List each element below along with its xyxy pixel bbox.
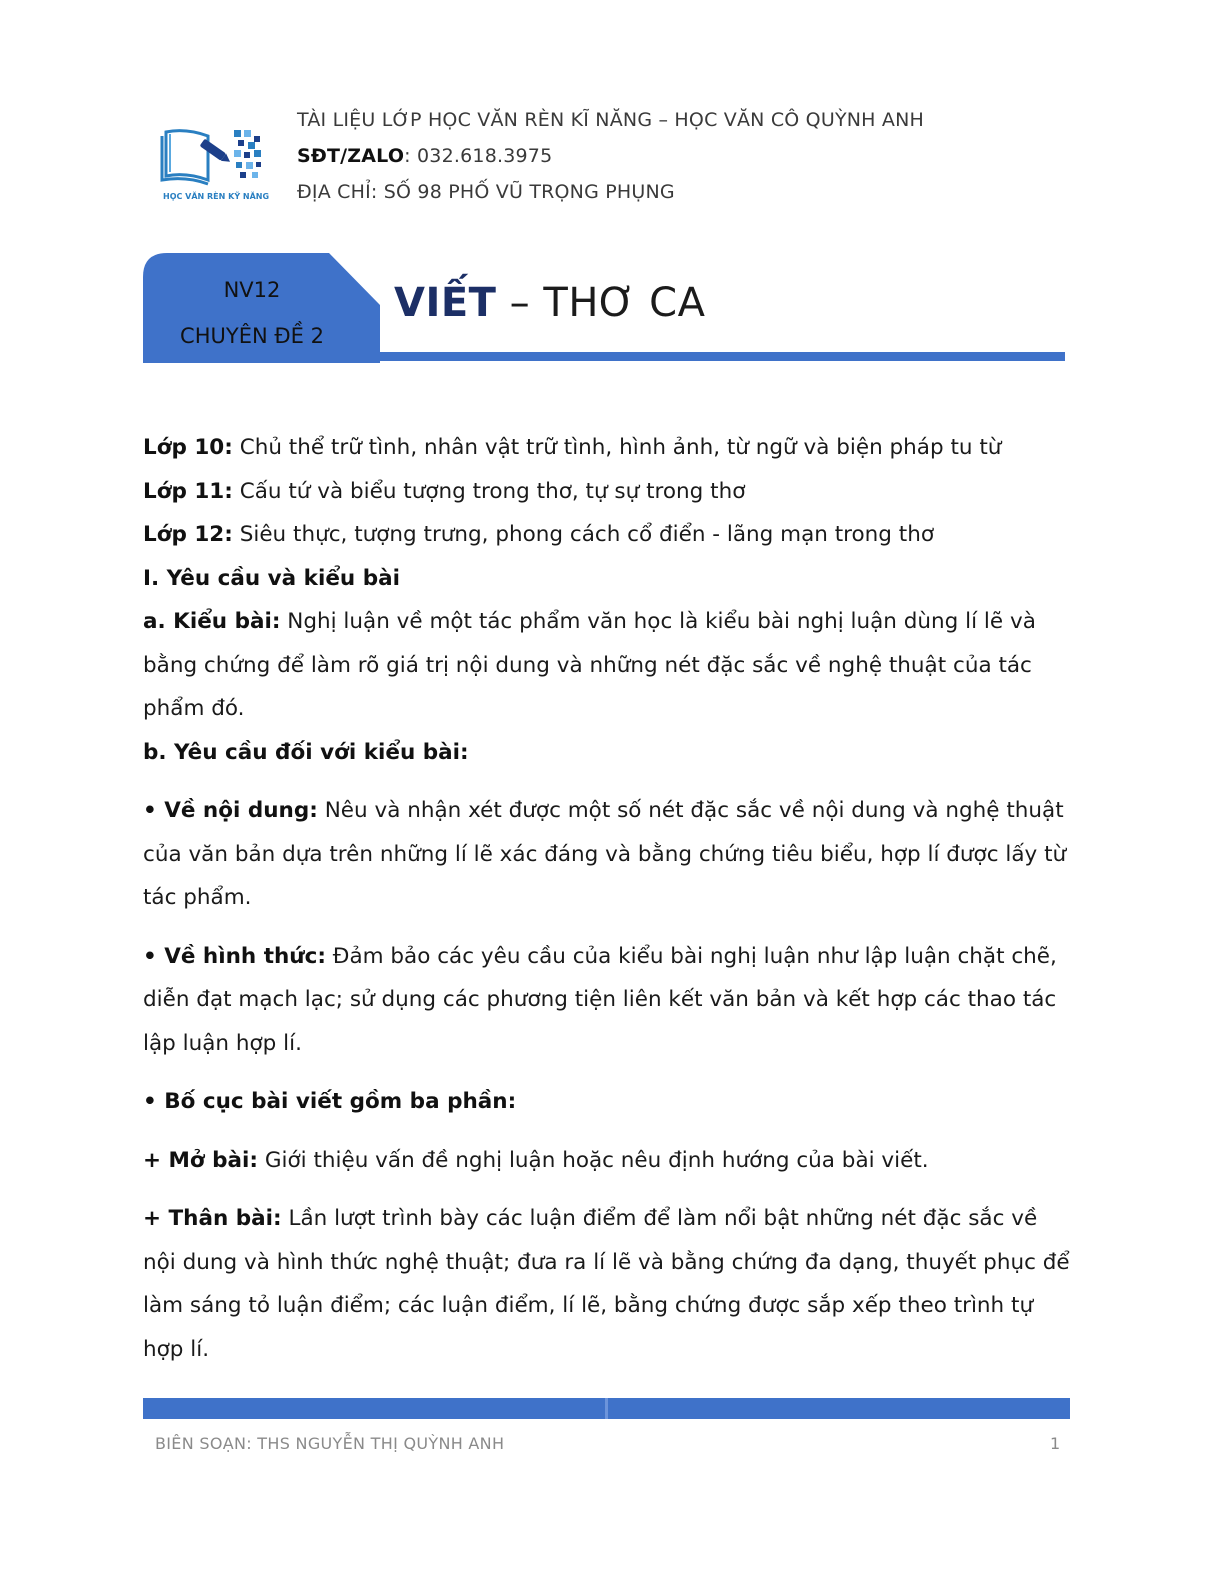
- section-heading: I. Yêu cầu và kiểu bài: [143, 565, 400, 591]
- grade12-line: [143, 513, 1071, 557]
- header-address: ĐỊA CHỈ: SỐ 98 PHỐ VŨ TRỌNG PHỤNG: [297, 181, 675, 203]
- chapter-code: NV12: [223, 278, 281, 302]
- type-label: a. Kiểu bài:: [143, 609, 281, 634]
- page-number: 1: [1050, 1434, 1061, 1453]
- body-part: [143, 1197, 1071, 1371]
- chapter-badge: [143, 253, 380, 363]
- grade11-text: Cấu tứ và biểu tượng trong thơ, tự sự trong thơ: [232, 478, 746, 504]
- form-text: Đảm bảo các yêu cầu của kiểu bài nghị luận như lập luận chặt chẽ, diễn đạt mạch lạc; sử dụng các phương tiện liên kết văn bản và kết hợp các thao tác lập luận hợp lí.: [143, 943, 1057, 1056]
- grade10-line: [143, 426, 1071, 470]
- grade11-label: Lớp 11:: [143, 478, 233, 504]
- phone-value: : 032.618.3975: [404, 145, 553, 167]
- logo-text: HỌC VĂN RÈN KỸ NĂNG: [163, 192, 270, 201]
- logo: [160, 122, 270, 204]
- grade10-text: Chủ thể trữ tình, nhân vật trữ tình, hình ảnh, từ ngữ và biện pháp tu từ: [232, 435, 1002, 460]
- grade12-text: Siêu thực, tượng trưng, phong cách cổ điển - lãng mạn trong thơ: [232, 522, 934, 547]
- content-requirement: [143, 789, 1071, 920]
- chapter-topic: CHUYÊN ĐỀ 2: [180, 324, 324, 348]
- footer-author: BIÊN SOẠN: THS NGUYỄN THỊ QUỲNH ANH: [155, 1434, 505, 1453]
- footer-bar: [143, 1398, 1070, 1419]
- intro-part: [143, 1139, 1071, 1183]
- structure-heading: • Bố cục bài viết gồm ba phần:: [143, 1089, 517, 1114]
- type-text: Nghị luận về một tác phẩm văn học là kiểu bài nghị luận dùng lí lẽ và bằng chứng để làm rõ giá trị nội dung và những nét đặc sắc về nghệ thuật của tác phẩm đó.: [143, 609, 1036, 721]
- header-phone: [297, 138, 924, 174]
- grade12-label: Lớp 12:: [143, 522, 233, 547]
- header-line1: TÀI LIỆU LỚP HỌC VĂN RÈN KĨ NĂNG – HỌC VĂN CÔ QUỲNH ANH: [297, 109, 924, 131]
- header-info: [297, 102, 924, 210]
- requirements-heading: b. Yêu cầu đối với kiểu bài:: [143, 739, 469, 765]
- page-title-strong: VIẾT: [394, 280, 497, 326]
- body-text: Lần lượt trình bày các luận điểm để làm nổi bật những nét đặc sắc về nội dung và hình thức nghệ thuật; đưa ra lí lẽ và bằng chứng đa dạng, thuyết phục để làm sáng tỏ luận điểm; các luận điểm, lí lẽ, bằng chứng được sắp xếp theo trình tự hợp lí.: [143, 1206, 1070, 1362]
- document-body: [143, 426, 1071, 1371]
- page-title: [394, 280, 705, 326]
- form-requirement: [143, 935, 1071, 1066]
- content-text: Nêu và nhận xét được một số nét đặc sắc về nội dung và nghệ thuật của văn bản dựa trên những lí lẽ xác đáng và bằng chứng tiêu biểu, hợp lí được lấy từ tác phẩm.: [143, 798, 1067, 910]
- intro-text: Giới thiệu vấn đề nghị luận hoặc nêu định hướng của bài viết.: [258, 1147, 929, 1173]
- phone-label: SĐT/ZALO: [297, 145, 405, 167]
- book-pen-logo-icon: [160, 122, 270, 204]
- grade11-line: [143, 470, 1071, 514]
- intro-label: + Mở bài:: [143, 1147, 259, 1173]
- type-paragraph: [143, 600, 1071, 731]
- title-underline: [143, 352, 1065, 361]
- grade10-label: Lớp 10:: [143, 435, 233, 460]
- form-label: • Về hình thức:: [143, 943, 326, 969]
- content-label: • Về nội dung:: [143, 798, 318, 823]
- body-label: + Thân bài:: [143, 1206, 282, 1231]
- chapter-badge-text: [143, 267, 361, 359]
- page-title-rest: – THƠ CA: [496, 280, 706, 326]
